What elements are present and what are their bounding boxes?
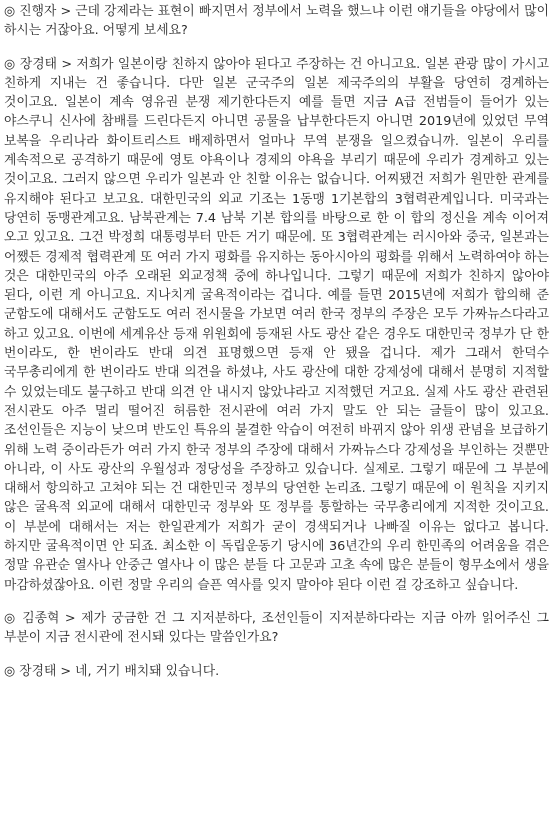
jang-reply: ◎ 장경태 > 네, 거기 배치돼 있습니다. xyxy=(4,663,220,679)
kim-question: ◎ 김종혁 > 제가 궁금한 건 그 지저분하다, 조선인들이 지저분하다라는 지금 아까 읽어주신 그 부분이 지금 전시관에 전시돼 있다는 말씀인가요? xyxy=(4,610,549,646)
jang-answer: ◎ 장경태 > 저희가 일본이랑 친하지 않아야 된다고 주장하는 건 아니고요. 일본 관광 많이 가시고 친하게 지내는 건 좋습니다. 다만 일본 군국주의 일본 제국주의의 부활을 당연히 경계하는 것이고요. 일본이 계속 영유권 분쟁 제기한다든지 예를 들면 지금 A급 전범들이 들어가 있는 야스쿠니 신사에 참배를 드린다든지 아니면 공물을 납부한다든지 아니면 2019년에 있었던 무역 보복을 우리나라 화이트리스트 배제하면서 얼마나 무역 분쟁을 일으켰습니까. 일본이 우리를 계속적으로 공격하기 때문에 영토 야욕이나 경제의 야욕을 부리기 때문에 우리가 경계하고 있는 것이고요. 그러지 않으면 우리가 일본과 안 친할 이유는 없습니다. 어찌됐건 저희가 원만한 관계를 유지해야 된다고 보고요. 대한민국의 외교 기조는 1동맹 1기본합의 3협력관계입니다. 미국과는 당연히 동맹관계고요. 남북관계는 7.4 남북 기본 합의를 바탕으로 한 이 합의 정신을 계속 이어져 오고 있고요. 그건 박정희 대통령부터 만든 거기 때문에. 또 3협력관계는 러시아와 중국, 일본과는 어쨌든 경제적 협력관계 또 여러 가지 평화를 유지하는 동아시아의 평화를 위해서 노력하여야 하는 것은 대한민국의 아주 오래된 외교정책 중에 하나입니다. 그렇기 때문에 저희가 친하지 않아야 된다, 이런 게 아니고요. 지나치게 굴욕적이라는 겁니다. 예를 들면 2015년에 저희가 합의해 준 군함도에 대해서도 군함도도 여러 전시물을 가보면 여러 한국 정부의 주장은 모두 가짜뉴스다라고 하고 있고요. 이번에 세계유산 등재 위원회에 등재된 사도 광산 같은 경우도 대한민국 정부가 단 한 번이라도, 한 번이라도 반대 의견 표명했으면 등재 안 됐을 겁니다. 제가 그래서 한덕수 국무총리에게 한 번이라도 반대 의견을 하셨냐, 사도 광산에 대한 강제성에 대해서 분명히 지적할 수 있었는데도 불구하고 반대 의견 안 내시지 않았냐라고 지적했던 거고요. 실제 사도 광산 관련된 전시관도 아주 멀리 떨어진 허름한 전시관에 여러 가지 말도 안 되는 글들이 많이 있고요. 조선인들은 지능이 낮으며 반도인 특유의 불결한 악습이 여전히 바뀌지 않아 위생 관념을 보급하기 위해 노력 중이라든가 여러 가지 한국 정부의 주장에 대해서 가짜뉴스다 강제성을 부인하는 것뿐만 아니라, 이 사도 광산의 우월성과 정당성을 주장하고 있습니다. 실제로. 그렇기 때문에 그 부분에 대해서 항의하고 고쳐야 되는 건 대한민국 정부의 당연한 논리죠. 그렇기 때문에 이 원칙을 지키지 않은 굴욕적 외교에 대해서 대한민국 정부와 또 정부를 통할하는 국무총리에게 지적한 것이고요. 이 부분에 대해서는 저는 한일관계가 저희가 굳이 경색되거나 나빠질 이유는 없다고 봅니다. 하지만 굴욕적이면 안 되죠. 최소한 이 독립운동기 당시에 36년간의 우리 한민족의 어려움을 겪은 정말 유관순 열사나 안중근 열사나 이 많은 분들 다 고문과 고초 속에 많은 분들이 형무소에서 생을 마감하셨잖아요. 이런 정말 우리의 슬픈 역사를 잊지 말아야 된다 이런 걸 강조하고 싶습니다. xyxy=(4,56,549,593)
host-question: ◎ 진행자 > 근데 강제라는 표현이 빠지면서 정부에서 노력을 했느냐 이런 얘기들을 야당에서 많이 하시는 거잖아요. 어떻게 보세요? xyxy=(4,4,549,39)
